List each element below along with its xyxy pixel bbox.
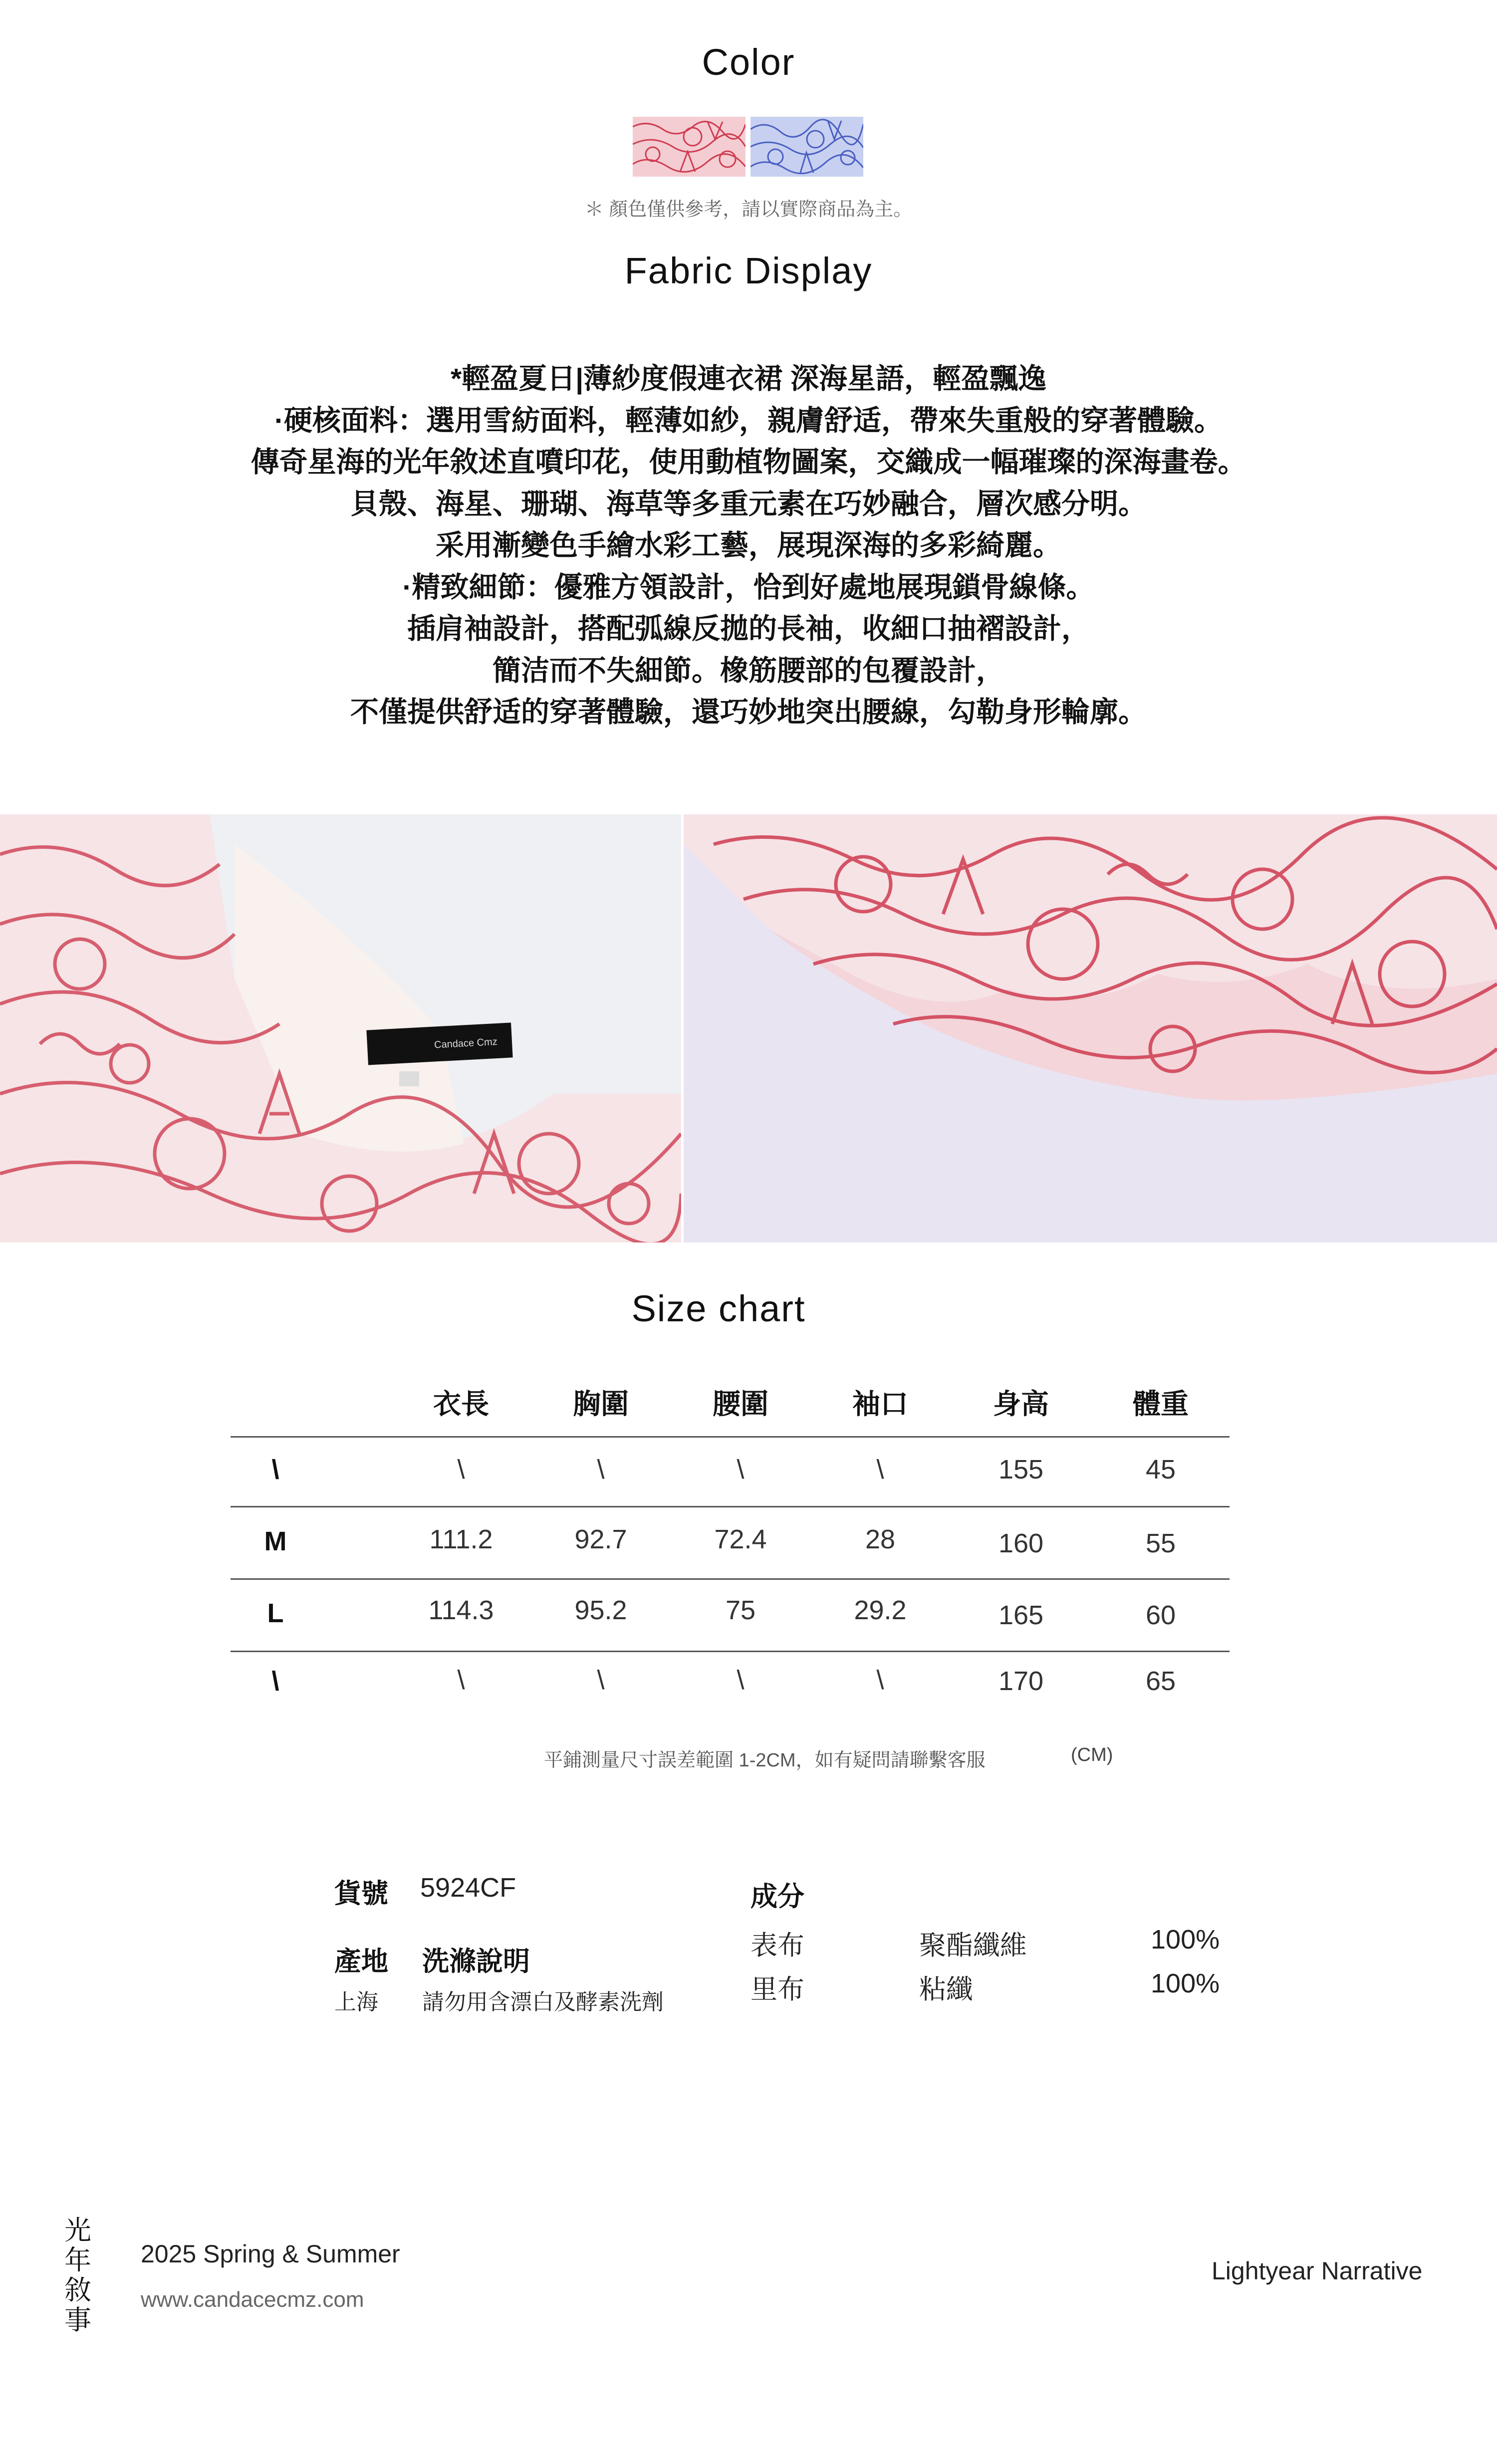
wash-label: 洗滌說明 [422,1947,530,1976]
size-cell: \ [457,1455,465,1484]
size-cell: 72.4 [714,1524,767,1554]
size-cell: \ [876,1665,884,1695]
swatch-red-print[interactable] [633,117,746,177]
size-label: \ [271,1455,279,1484]
composition-part: 里布 [750,1974,804,2004]
table-divider [231,1436,1230,1438]
composition-percent: 100% [1151,1925,1220,1955]
size-cell: \ [737,1665,745,1695]
origin-value: 上海 [334,1990,378,2014]
size-cell: 92.7 [574,1524,627,1554]
origin-label: 產地 [334,1947,388,1976]
wash-value: 請勿用含漂白及酵素洗劑 [422,1990,664,2014]
size-header: 體重 [1133,1388,1189,1420]
size-header: 腰圍 [713,1388,768,1420]
sku-value: 5924CF [420,1873,516,1903]
blue-print-pattern [750,117,863,177]
size-header: 衣長 [433,1388,489,1420]
table-divider [231,1506,1230,1507]
color-disclaimer: ＊ 顏色僅供參考，請以實際商品為主。 [584,199,913,220]
size-cell: 75 [725,1595,756,1625]
vertical-char: 敘 [64,2275,91,2305]
color-swatches [633,117,863,177]
swatch-blue-print[interactable] [750,117,863,177]
size-cell: 55 [1145,1528,1176,1558]
measurement-unit: (CM) [1071,1744,1113,1765]
size-chart-title: Size chart [631,1288,806,1329]
description-line: 采用漸變色手繪水彩工藝，展現深海的多彩綺麗。 [436,529,1061,561]
sku-label: 貨號 [334,1879,388,1909]
description-line: 簡洁而不失細節。橡筋腰部的包覆設計， [493,654,1004,687]
size-label: M [264,1526,287,1556]
fabric-section-title: Fabric Display [624,250,873,291]
description-line: 不僅提供舒适的穿著體驗，還巧妙地突出腰線，勾勒身形輪廓。 [350,696,1147,728]
table-divider [231,1578,1230,1580]
size-cell: 28 [865,1524,896,1554]
description-line: *輕盈夏日|薄紗度假連衣裙 深海星語，輕盈飄逸 [451,363,1046,395]
fabric-photo-ruffle [684,814,1497,1242]
size-cell: \ [737,1455,745,1484]
brand-vertical-text [63,2216,93,2335]
table-divider [231,1651,1230,1652]
size-header: 袖口 [852,1388,908,1420]
description-line: ·精致細節：優雅方領設計，恰到好處地展現鎖骨線條。 [402,571,1095,603]
composition-material: 粘纖 [919,1974,973,2004]
composition-label: 成分 [750,1882,804,1912]
collection-name: Lightyear Narrative [1212,2257,1423,2285]
size-cell: 45 [1145,1455,1176,1484]
size-label: \ [271,1666,279,1696]
fabric-description [0,358,1497,734]
size-label: L [267,1598,284,1628]
composition-part: 表布 [750,1931,804,1961]
size-cell: 165 [998,1600,1044,1630]
size-cell: 95.2 [574,1595,627,1625]
measurement-note: 平鋪測量尺寸誤差範圍 1-2CM，如有疑問請聯繫客服 [544,1750,986,1771]
description-line: 插肩袖設計，搭配弧線反拋的長袖，收細口抽褶設計， [407,613,1090,645]
garment-brand-label: Candace Cmz [434,1036,498,1051]
size-cell: \ [597,1455,605,1484]
size-header: 身高 [993,1388,1049,1420]
description-line: 貝殼、海星、珊瑚、海草等多重元素在巧妙融合，層次感分明。 [350,488,1147,520]
red-print-pattern [633,117,746,177]
color-section-title: Color [702,41,795,83]
size-cell: 170 [998,1666,1044,1696]
size-cell: \ [457,1665,465,1695]
size-cell: 60 [1145,1600,1176,1630]
size-cell: 65 [1145,1666,1176,1696]
composition-percent: 100% [1151,1969,1220,1998]
vertical-char: 年 [64,2245,91,2275]
composition-material: 聚酯纖維 [919,1931,1027,1961]
size-cell: 111.2 [429,1524,493,1554]
size-cell: \ [597,1665,605,1695]
website-link[interactable]: www.candacecmz.com [141,2287,364,2312]
size-header: 胸圍 [573,1388,629,1420]
season-label: 2025 Spring & Summer [141,2240,400,2268]
size-cell: 155 [998,1455,1044,1484]
description-line: ·硬核面料：選用雪紡面料，輕薄如紗，親膚舒适，帶來失重般的穿著體驗。 [274,404,1223,437]
description-line: 傳奇星海的光年敘述直噴印花，使用動植物圖案，交織成一幅璀璨的深海畫卷。 [250,446,1247,478]
size-cell: 160 [998,1528,1044,1558]
fabric-photo-neckline [0,814,681,1242]
size-cell: 29.2 [854,1595,907,1625]
vertical-char: 光 [64,2216,91,2245]
size-cell: \ [876,1455,884,1484]
size-cell: 114.3 [428,1595,494,1625]
vertical-char: 事 [64,2305,91,2335]
